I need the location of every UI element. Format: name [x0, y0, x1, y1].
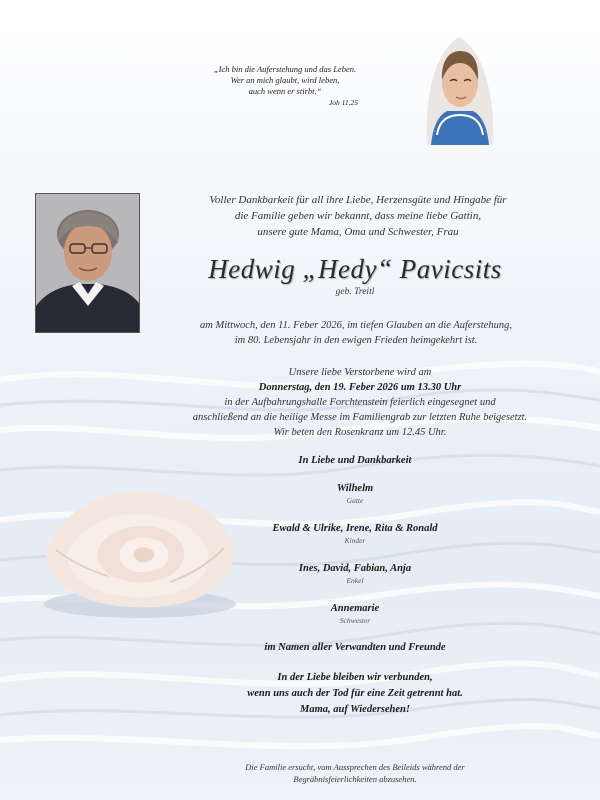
- closing-line: wenn uns auch der Tod für eine Zeit getrennt hat.: [247, 688, 463, 699]
- mourner-relation: Gatte: [346, 496, 364, 505]
- quote-line: auch wenn er stirbt.“: [248, 86, 322, 96]
- relatives-line: im Namen aller Verwandten und Freunde: [264, 642, 446, 653]
- rose-image: [28, 478, 248, 628]
- funeral-details: [150, 365, 570, 440]
- relatives-block: [200, 642, 510, 653]
- funeral-date: Donnerstag, den 19. Feber 2026 um 13.30 Uhr: [258, 382, 462, 393]
- funeral-line: Wir beten den Rosenkranz um 12.45 Uhr.: [273, 427, 447, 438]
- footer-note: [190, 761, 520, 785]
- footer-line: Begräbnisfeierlichkeiten abzusehen.: [293, 774, 417, 784]
- quote-reference: Joh 11,25: [328, 98, 358, 107]
- funeral-line: anschließend an die heilige Messe im Familiengrab zur letzten Ruhe beigesetzt.: [192, 412, 528, 423]
- death-line: im 80. Lebensjahr in den ewigen Frieden heimgekehrt ist.: [234, 335, 478, 346]
- mourners-heading-block: [200, 455, 510, 466]
- mourner-relation: Schwester: [339, 616, 371, 625]
- mourner-names: Ines, David, Fabian, Anja: [298, 563, 412, 574]
- quote-line: Wer an mich glaubt, wird leben,: [230, 75, 340, 85]
- intro-text: [160, 192, 556, 240]
- mourner-names: Ewald & Ulrike, Irene, Rita & Ronald: [272, 523, 438, 534]
- intro-line: Voller Dankbarkeit für all ihre Liebe, Herzensgüte und Hingabe für: [209, 194, 507, 206]
- mourner-names: Annemarie: [330, 603, 380, 614]
- deceased-photo: [35, 193, 140, 333]
- death-notice: [150, 318, 562, 348]
- deceased-name: Hedwig „Hedy“ Pavicsits: [208, 254, 502, 284]
- footer-line: Die Familie ersucht, vom Aussprechen des Beileids während der: [245, 762, 465, 772]
- intro-line: die Familie geben wir bekannt, dass meine liebe Gattin,: [234, 210, 482, 222]
- maiden-name: geb. Treitl: [335, 287, 375, 297]
- madonna-image: [417, 25, 502, 145]
- closing-line: In der Liebe bleiben wir verbunden,: [277, 672, 433, 683]
- death-line: am Mittwoch, den 11. Feber 2026, im tiefen Glauben an die Auferstehung,: [200, 320, 512, 331]
- funeral-line: Unsere liebe Verstorbene wird am: [288, 367, 432, 378]
- portrait-image: [36, 194, 140, 333]
- quote-line: „Ich bin die Auferstehung und das Leben.: [213, 64, 357, 74]
- intro-line: unsere gute Mama, Oma und Schwester, Frau: [257, 226, 459, 238]
- mourners-heading: In Liebe und Dankbarkeit: [298, 455, 412, 466]
- closing-line: Mama, auf Wiedersehen!: [300, 704, 410, 715]
- funeral-line: in der Aufbahrungshalle Forchtenstein feierlich eingesegnet und: [224, 397, 496, 408]
- bible-quote: [180, 64, 390, 108]
- closing-text: [200, 670, 510, 718]
- mourner-names: Wilhelm: [336, 483, 374, 494]
- mourner-relation: Kinder: [344, 536, 366, 545]
- mourner-relation: Enkel: [346, 576, 364, 585]
